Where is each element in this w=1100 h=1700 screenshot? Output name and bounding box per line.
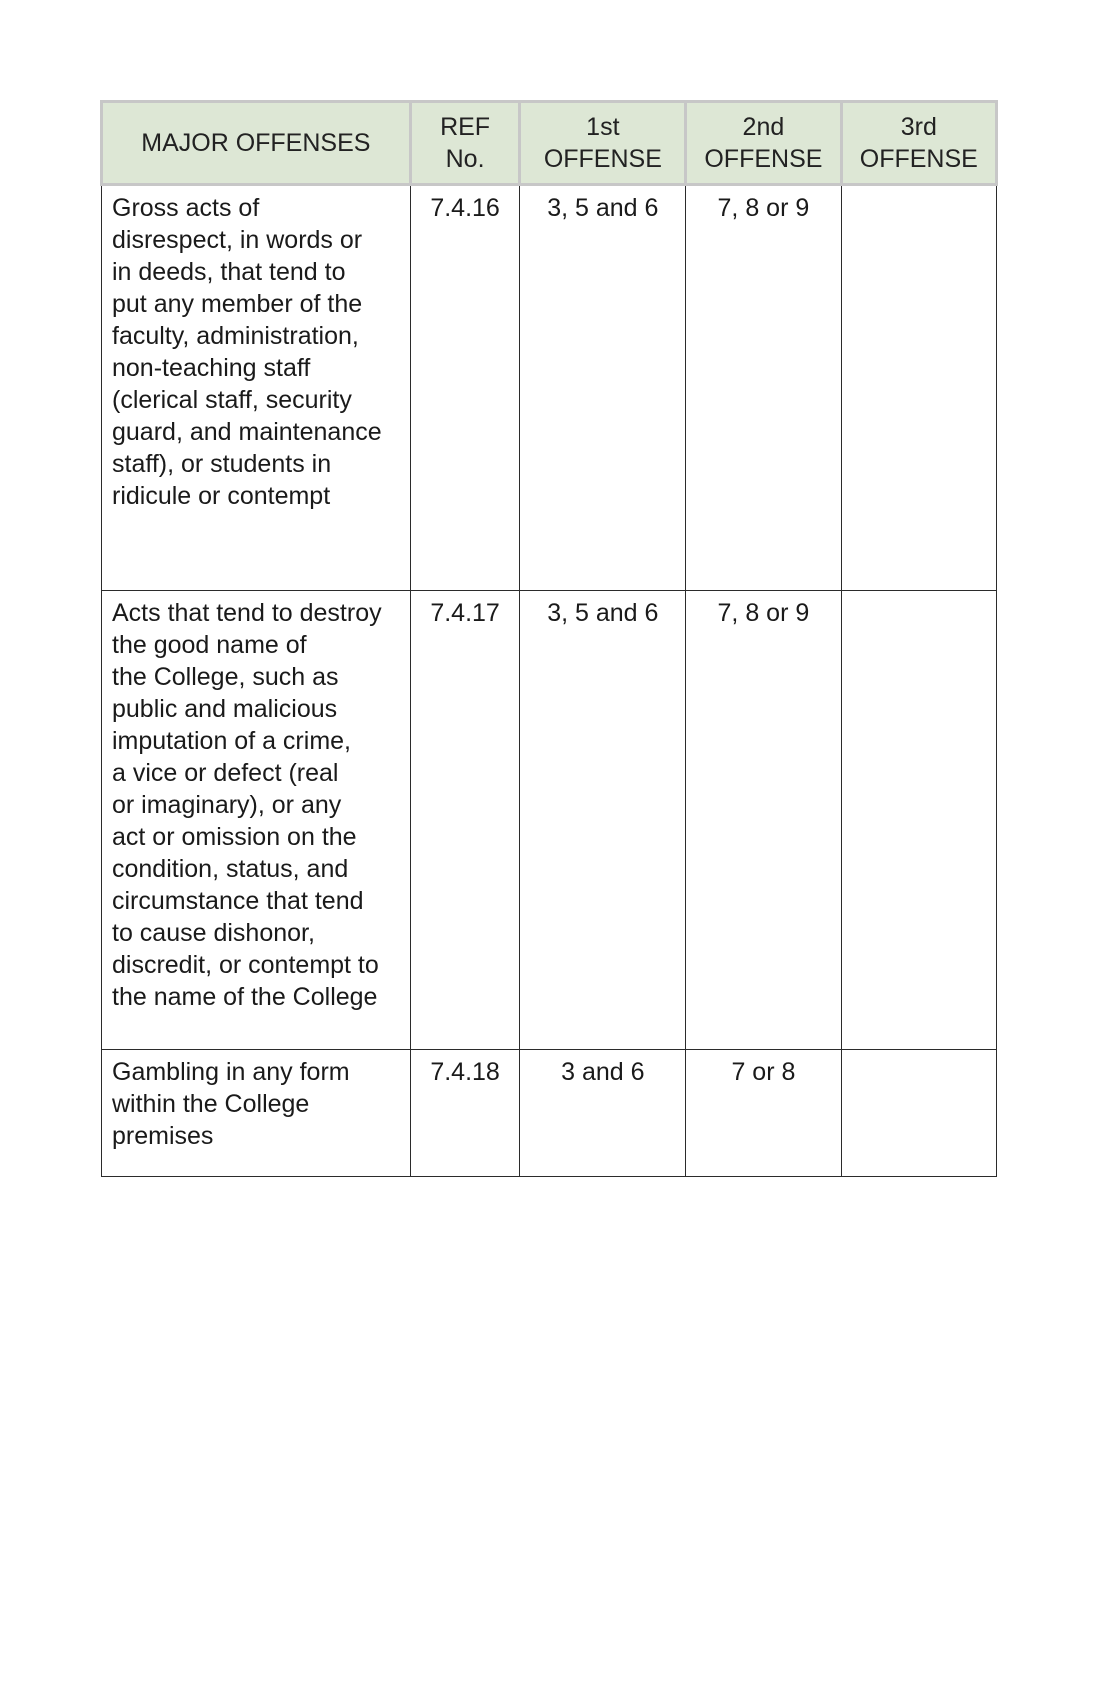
offense-description-cell xyxy=(102,591,411,1050)
header-ref-no xyxy=(410,102,520,185)
ref-no-cell: 7.4.16 xyxy=(410,185,520,591)
header-third-offense-line2: OFFENSE xyxy=(859,145,978,173)
offense-description: Gross acts of disrespect, in words or in deeds, that tend to put any member of the faculty, administration, non-teaching staff (clerical staff, security guard, and maintenance staff), or students in ridicule or contempt xyxy=(112,194,382,510)
header-major-offenses-label: MAJOR OFFENSES xyxy=(141,129,371,157)
offense-description-cell xyxy=(102,1050,411,1177)
header-second-offense-line2: OFFENSE xyxy=(704,145,823,173)
table-row xyxy=(102,1050,997,1177)
second-offense-cell: 7, 8 or 9 xyxy=(686,591,841,1050)
major-offenses-table xyxy=(100,100,998,1177)
header-first-offense-line2: OFFENSE xyxy=(543,145,662,173)
first-offense-cell: 3 and 6 xyxy=(520,1050,686,1177)
header-second-offense xyxy=(686,102,841,185)
third-offense-cell xyxy=(841,591,996,1050)
header-major-offenses xyxy=(102,102,411,185)
header-third-offense-line1: 3rd xyxy=(900,113,937,141)
header-first-offense-line1: 1st xyxy=(586,113,620,141)
first-offense-cell: 3, 5 and 6 xyxy=(520,185,686,591)
second-offense-cell: 7, 8 or 9 xyxy=(686,185,841,591)
third-offense-cell xyxy=(841,185,996,591)
table-header-row xyxy=(102,102,997,185)
header-second-offense-line1: 2nd xyxy=(742,113,785,141)
header-ref-no-line1: REF xyxy=(440,113,491,141)
ref-no-cell: 7.4.18 xyxy=(410,1050,520,1177)
header-first-offense xyxy=(520,102,686,185)
second-offense-cell: 7 or 8 xyxy=(686,1050,841,1177)
ref-no-cell: 7.4.17 xyxy=(410,591,520,1050)
table-row xyxy=(102,185,997,591)
offense-description: Acts that tend to destroy the good name of the College, such as public and malicious imputation of a crime, a vice or defect (real or imaginary), or any act or omission on the condition, status, and circumstance that tend to cause dishonor, discredit, or contempt to the name of the College xyxy=(112,599,382,1011)
first-offense-cell: 3, 5 and 6 xyxy=(520,591,686,1050)
header-ref-no-line2: No. xyxy=(445,145,485,173)
offense-description: Gambling in any form within the College premises xyxy=(112,1058,350,1150)
table-row xyxy=(102,591,997,1050)
header-third-offense xyxy=(841,102,996,185)
third-offense-cell xyxy=(841,1050,996,1177)
offense-description-cell xyxy=(102,185,411,591)
